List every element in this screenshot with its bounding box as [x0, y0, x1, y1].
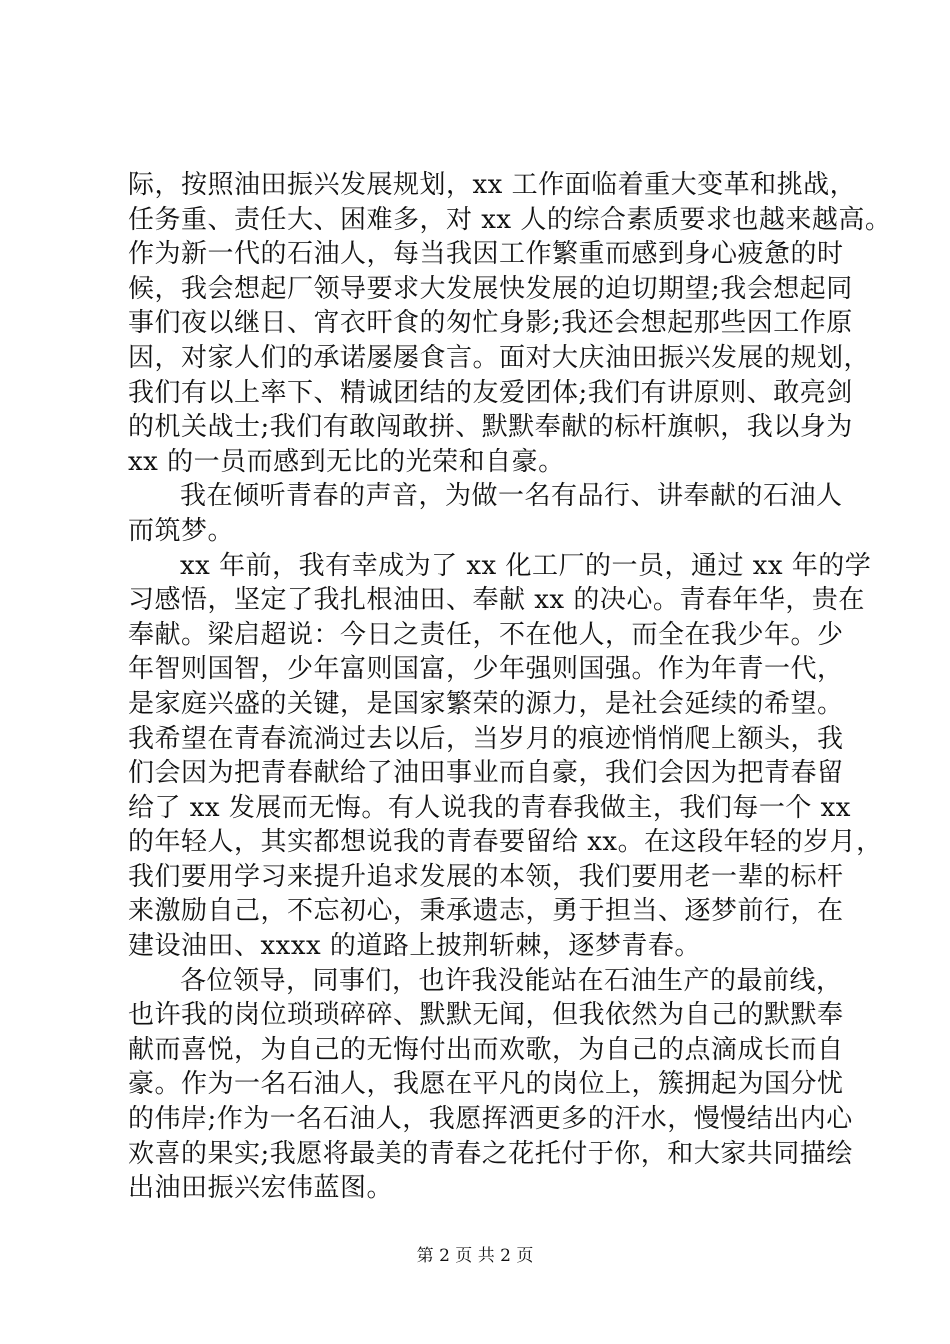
text-line: 们会因为把青春献给了油田事业而自豪，我们会因为把青春留: [128, 758, 844, 789]
text-line: 年智则国智，少年富则国富，少年强则国强。作为年青一代，: [128, 654, 844, 685]
text-line: 因，对家人们的承诺屡屡食言。面对大庆油田振兴发展的规划，: [128, 342, 871, 373]
text-line: xx 的一员而感到无比的光荣和自豪。: [128, 446, 565, 477]
paragraph-start-line: 我在倾听青春的声音，为做一名有品行、讲奉献的石油人: [180, 481, 843, 512]
text-line: 的年轻人，其实都想说我的青春要留给 xx。在这段年轻的岁月，: [128, 827, 883, 858]
text-line: 豪。作为一名石油人，我愿在平凡的岗位上，簇拥起为国分忧: [128, 1069, 844, 1100]
text-line: 也许我的岗位琐琐碎碎、默默无闻，但我依然为自己的默默奉: [128, 1000, 844, 1031]
text-line: 作为新一代的石油人，每当我因工作繁重而感到身心疲惫的时: [128, 239, 844, 270]
text-line: 的机关战士;我们有敢闯敢拼、默默奉献的标杆旗帜，我以身为: [128, 412, 853, 443]
text-line: 给了 xx 发展而无悔。有人说我的青春我做主，我们每一个 xx: [128, 792, 851, 823]
text-line: 是家庭兴盛的关键，是国家繁荣的源力，是社会延续的希望。: [128, 688, 844, 719]
text-line: 我希望在青春流淌过去以后，当岁月的痕迹悄悄爬上额头，我: [128, 723, 844, 754]
text-line: 欢喜的果实;我愿将最美的青春之花托付于你，和大家共同描绘: [128, 1138, 853, 1169]
body-text: [128, 168, 892, 1206]
text-line: 任务重、责任大、困难多，对 xx 人的综合素质要求也越来越高。: [128, 204, 892, 235]
text-line: 出油田振兴宏伟蓝图。: [128, 1173, 394, 1204]
text-line: 奉献。梁启超说：今日之责任，不在他人，而全在我少年。少: [128, 619, 844, 650]
text-line: 事们夜以继日、宵衣旰食的匆忙身影;我还会想起那些因工作原: [128, 308, 853, 339]
page-number-footer: 第 2 页 共 2 页: [416, 1246, 534, 1266]
text-line: 来激励自己，不忘初心，秉承遗志，勇于担当、逐梦前行，在: [128, 896, 844, 927]
text-line: 我们要用学习来提升追求发展的本领，我们要用老一辈的标杆: [128, 861, 844, 892]
text-line: 我们有以上率下、精诚团结的友爱团体;我们有讲原则、敢亮剑: [128, 377, 853, 408]
text-line: 候，我会想起厂领导要求大发展快发展的迫切期望;我会想起同: [128, 273, 853, 304]
text-line: 建设油田、xxxx 的道路上披荆斩棘，逐梦青春。: [128, 931, 701, 962]
paragraph-start-line: 各位领导，同事们，也许我没能站在石油生产的最前线，: [180, 965, 843, 996]
text-line: 献而喜悦，为自己的无悔付出而欢歌，为自己的点滴成长而自: [128, 1034, 844, 1065]
paragraph-start-line: xx 年前，我有幸成为了 xx 化工厂的一员，通过 xx 年的学: [180, 550, 872, 581]
text-line: 际，按照油田振兴发展规划，xx 工作面临着重大变革和挑战，: [128, 170, 857, 200]
text-line: 习感悟，坚定了我扎根油田、奉献 xx 的决心。青春年华，贵在: [128, 585, 865, 616]
text-line: 而筑梦。: [128, 515, 235, 546]
text-line: 的伟岸;作为一名石油人，我愿挥洒更多的汗水，慢慢结出内心: [128, 1104, 853, 1135]
